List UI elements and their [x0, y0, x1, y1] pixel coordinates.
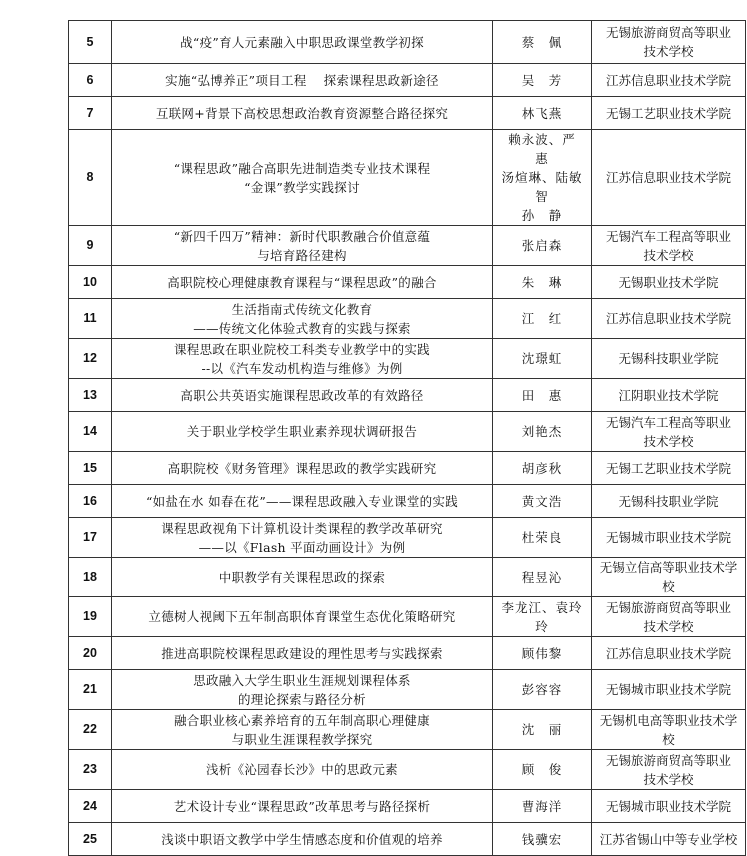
paper-title: 浅析《沁园春长沙》中的思政元素 — [112, 750, 493, 790]
paper-title: 高职公共英语实施课程思政改革的有效路径 — [112, 379, 493, 412]
paper-title: 高职院校心理健康教育课程与“课程思政”的融合 — [112, 266, 493, 299]
table-row — [69, 670, 746, 710]
author-name: 钱骥宏 — [493, 823, 592, 856]
paper-title: “新四千四万”精神：新时代职教融合价值意蕴 与培育路径建构 — [112, 226, 493, 266]
row-number: 15 — [69, 452, 112, 485]
institution-name: 无锡城市职业技术学院 — [592, 518, 746, 558]
table-row — [69, 485, 746, 518]
row-number: 10 — [69, 266, 112, 299]
paper-title: 艺术设计专业“课程思政”改革思考与路径探析 — [112, 790, 493, 823]
award-table — [68, 20, 746, 856]
paper-title: 战“疫”育人元素融入中职思政课堂教学初探 — [112, 21, 493, 64]
row-number: 17 — [69, 518, 112, 558]
author-name: 林飞燕 — [493, 97, 592, 130]
author-name: 蔡 佩 — [493, 21, 592, 64]
table-row — [69, 637, 746, 670]
row-number: 22 — [69, 710, 112, 750]
institution-name: 江阴职业技术学院 — [592, 379, 746, 412]
table-row — [69, 97, 746, 130]
row-number: 7 — [69, 97, 112, 130]
institution-name: 无锡旅游商贸高等职业 技术学校 — [592, 597, 746, 637]
table-row — [69, 379, 746, 412]
institution-name: 无锡城市职业技术学院 — [592, 670, 746, 710]
table-row — [69, 790, 746, 823]
author-name: 彭容容 — [493, 670, 592, 710]
paper-title: 推进高职院校课程思政建设的理性思考与实践探索 — [112, 637, 493, 670]
table-row — [69, 518, 746, 558]
paper-title: “课程思政”融合高职先进制造类专业技术课程 “金课”教学实践探讨 — [112, 130, 493, 226]
author-name: 刘艳杰 — [493, 412, 592, 452]
institution-name: 无锡旅游商贸高等职业 技术学校 — [592, 750, 746, 790]
paper-title: 浅谈中职语文教学中学生情感态度和价值观的培养 — [112, 823, 493, 856]
author-name: 朱 琳 — [493, 266, 592, 299]
institution-name: 无锡工艺职业技术学院 — [592, 452, 746, 485]
row-number: 16 — [69, 485, 112, 518]
author-name: 赖永波、严 惠 汤煊琳、陆敏智 孙 静 — [493, 130, 592, 226]
institution-name: 无锡科技职业学院 — [592, 339, 746, 379]
author-name: 沈璟虹 — [493, 339, 592, 379]
paper-title: 生活指南式传统文化教育 ——传统文化体验式教育的实践与探索 — [112, 299, 493, 339]
paper-title: 实施“弘博养正”项目工程 探索课程思政新途径 — [112, 64, 493, 97]
paper-title: 立德树人视阈下五年制高职体育课堂生态优化策略研究 — [112, 597, 493, 637]
table-body — [69, 21, 746, 856]
institution-name: 江苏信息职业技术学院 — [592, 64, 746, 97]
author-name: 江 红 — [493, 299, 592, 339]
table-row — [69, 64, 746, 97]
row-number: 25 — [69, 823, 112, 856]
paper-title: 思政融入大学生职业生涯规划课程体系 的理论探索与路径分析 — [112, 670, 493, 710]
row-number: 21 — [69, 670, 112, 710]
table-row — [69, 710, 746, 750]
institution-name: 无锡旅游商贸高等职业 技术学校 — [592, 21, 746, 64]
institution-name: 江苏信息职业技术学院 — [592, 637, 746, 670]
table-row — [69, 299, 746, 339]
row-number: 23 — [69, 750, 112, 790]
institution-name: 江苏省锡山中等专业学校 — [592, 823, 746, 856]
paper-title: 中职教学有关课程思政的探索 — [112, 558, 493, 597]
row-number: 24 — [69, 790, 112, 823]
table-row — [69, 130, 746, 226]
paper-title: 互联网+背景下高校思想政治教育资源整合路径探究 — [112, 97, 493, 130]
row-number: 14 — [69, 412, 112, 452]
row-number: 8 — [69, 130, 112, 226]
institution-name: 无锡科技职业学院 — [592, 485, 746, 518]
institution-name: 无锡职业技术学院 — [592, 266, 746, 299]
row-number: 9 — [69, 226, 112, 266]
table-row — [69, 558, 746, 597]
author-name: 沈 丽 — [493, 710, 592, 750]
institution-name: 无锡汽车工程高等职业 技术学校 — [592, 412, 746, 452]
institution-name: 无锡工艺职业技术学院 — [592, 97, 746, 130]
table-row — [69, 750, 746, 790]
author-name: 田 惠 — [493, 379, 592, 412]
author-name: 黄文浩 — [493, 485, 592, 518]
paper-title: “如盐在水 如春在花”——课程思政融入专业课堂的实践 — [112, 485, 493, 518]
author-name: 胡彦秋 — [493, 452, 592, 485]
row-number: 5 — [69, 21, 112, 64]
author-name: 顾 俊 — [493, 750, 592, 790]
row-number: 11 — [69, 299, 112, 339]
row-number: 19 — [69, 597, 112, 637]
table-row — [69, 21, 746, 64]
author-name: 顾伟黎 — [493, 637, 592, 670]
row-number: 6 — [69, 64, 112, 97]
institution-name: 江苏信息职业技术学院 — [592, 299, 746, 339]
table-row — [69, 412, 746, 452]
table-row — [69, 452, 746, 485]
author-name: 曹海洋 — [493, 790, 592, 823]
paper-title: 融合职业核心素养培育的五年制高职心理健康 与职业生涯课程教学探究 — [112, 710, 493, 750]
paper-title: 课程思政在职业院校工科类专业教学中的实践 --以《汽车发动机构造与维修》为例 — [112, 339, 493, 379]
author-name: 吴 芳 — [493, 64, 592, 97]
table-row — [69, 339, 746, 379]
author-name: 李龙江、袁玲玲 — [493, 597, 592, 637]
row-number: 13 — [69, 379, 112, 412]
author-name: 程昱沁 — [493, 558, 592, 597]
row-number: 20 — [69, 637, 112, 670]
institution-name: 无锡汽车工程高等职业 技术学校 — [592, 226, 746, 266]
institution-name: 无锡城市职业技术学院 — [592, 790, 746, 823]
table-row — [69, 823, 746, 856]
row-number: 12 — [69, 339, 112, 379]
table-row — [69, 266, 746, 299]
table-row — [69, 226, 746, 266]
institution-name: 无锡机电高等职业技术学校 — [592, 710, 746, 750]
paper-title: 关于职业学校学生职业素养现状调研报告 — [112, 412, 493, 452]
author-name: 张启森 — [493, 226, 592, 266]
row-number: 18 — [69, 558, 112, 597]
author-name: 杜荣良 — [493, 518, 592, 558]
paper-title: 课程思政视角下计算机设计类课程的教学改革研究 ——以《Flash 平面动画设计》为例 — [112, 518, 493, 558]
institution-name: 无锡立信高等职业技术学校 — [592, 558, 746, 597]
table-row — [69, 597, 746, 637]
paper-title: 高职院校《财务管理》课程思政的教学实践研究 — [112, 452, 493, 485]
institution-name: 江苏信息职业技术学院 — [592, 130, 746, 226]
